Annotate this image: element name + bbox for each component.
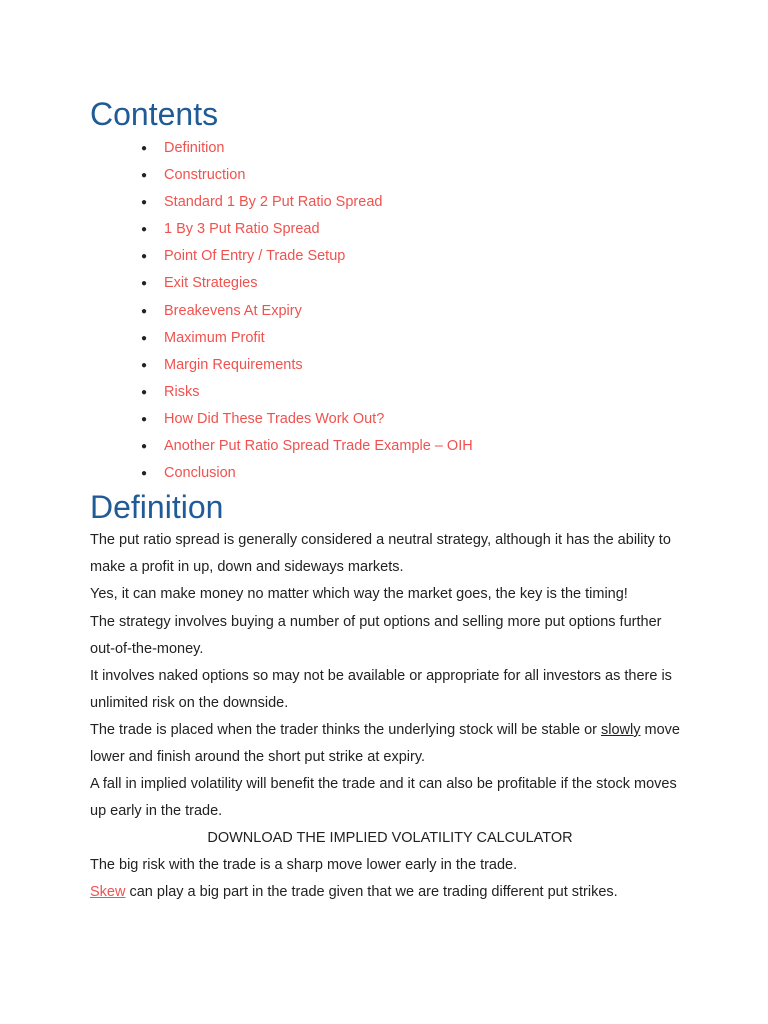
bullet-icon: ● xyxy=(141,143,148,154)
bullet-icon: ● xyxy=(141,359,148,371)
toc-item xyxy=(90,379,690,406)
toc-link-point-of-entry[interactable]: Point Of Entry / Trade Setup xyxy=(164,248,346,265)
contents-heading: Contents xyxy=(90,96,219,132)
toc-link-conclusion[interactable]: Conclusion xyxy=(164,465,236,482)
toc-link-breakevens[interactable]: Breakevens At Expiry xyxy=(164,302,302,319)
toc-link-margin-requirements[interactable]: Margin Requirements xyxy=(164,356,303,373)
bullet-icon: ● xyxy=(141,332,148,344)
toc-link-construction[interactable]: Construction xyxy=(164,167,246,184)
toc-item xyxy=(90,189,690,216)
toc-item xyxy=(90,216,690,243)
paragraph xyxy=(90,717,690,771)
toc-item xyxy=(90,406,690,433)
emphasis-slowly: slowly xyxy=(601,721,641,738)
definition-body xyxy=(90,527,690,906)
bullet-icon: ● xyxy=(141,278,148,290)
toc-link-1-by-3[interactable]: 1 By 3 Put Ratio Spread xyxy=(164,221,320,238)
toc-item xyxy=(90,162,690,189)
bullet-icon: ● xyxy=(141,386,148,398)
paragraph: The strategy involves buying a number of put options and selling more put options further out-of-the-money. xyxy=(90,613,662,657)
toc-item xyxy=(90,433,690,460)
paragraph xyxy=(90,879,690,906)
skew-link[interactable]: Skew xyxy=(90,884,126,901)
toc-link-definition[interactable]: Definition xyxy=(164,140,225,156)
bullet-icon: ● xyxy=(141,224,148,236)
definition-heading: Definition xyxy=(90,489,224,526)
toc-item xyxy=(90,270,690,297)
bullet-icon: ● xyxy=(141,441,148,453)
toc-link-risks[interactable]: Risks xyxy=(164,383,200,400)
toc-item xyxy=(90,352,690,379)
paragraph: Yes, it can make money no matter which way the market goes, the key is the timing! xyxy=(90,586,628,603)
bullet-icon: ● xyxy=(141,305,148,317)
toc-item xyxy=(90,460,690,487)
paragraph: The big risk with the trade is a sharp move lower early in the trade. xyxy=(90,857,518,874)
bullet-icon: ● xyxy=(141,170,148,182)
paragraph-text: can play a big part in the trade given that we are trading different put strikes. xyxy=(125,884,618,901)
download-calculator-label: DOWNLOAD THE IMPLIED VOLATILITY CALCULATOR xyxy=(207,830,573,847)
paragraph: A fall in implied volatility will benefit the trade and it can also be profitable if the stock moves up early in the trade. xyxy=(90,776,677,820)
toc-link-maximum-profit[interactable]: Maximum Profit xyxy=(164,329,265,346)
bullet-icon: ● xyxy=(141,413,148,425)
paragraph: The put ratio spread is generally considered a neutral strategy, although it has the ability to make a profit in up, down and sideways markets. xyxy=(90,532,671,576)
toc-item xyxy=(90,325,690,352)
document-page xyxy=(90,94,690,907)
toc-link-standard-1-by-2[interactable]: Standard 1 By 2 Put Ratio Spread xyxy=(164,194,383,211)
toc-item xyxy=(90,298,690,325)
bullet-icon: ● xyxy=(141,251,148,263)
toc-item xyxy=(90,243,690,270)
paragraph-text: The trade is placed when the trader thinks the underlying stock will be stable or xyxy=(90,721,601,738)
bullet-icon: ● xyxy=(141,468,148,480)
bullet-icon: ● xyxy=(141,197,148,209)
table-of-contents xyxy=(90,135,690,487)
toc-link-how-did-trades-work[interactable]: How Did These Trades Work Out? xyxy=(164,410,385,427)
paragraph: It involves naked options so may not be available or appropriate for all investors as there is unlimited risk on the downside. xyxy=(90,667,672,711)
toc-link-another-example-oih[interactable]: Another Put Ratio Spread Trade Example – OIH xyxy=(164,438,473,455)
paragraph-text: move lower and finish around the short put strike at expiry. xyxy=(90,721,680,765)
toc-link-exit-strategies[interactable]: Exit Strategies xyxy=(164,275,258,292)
toc-item xyxy=(90,135,690,162)
